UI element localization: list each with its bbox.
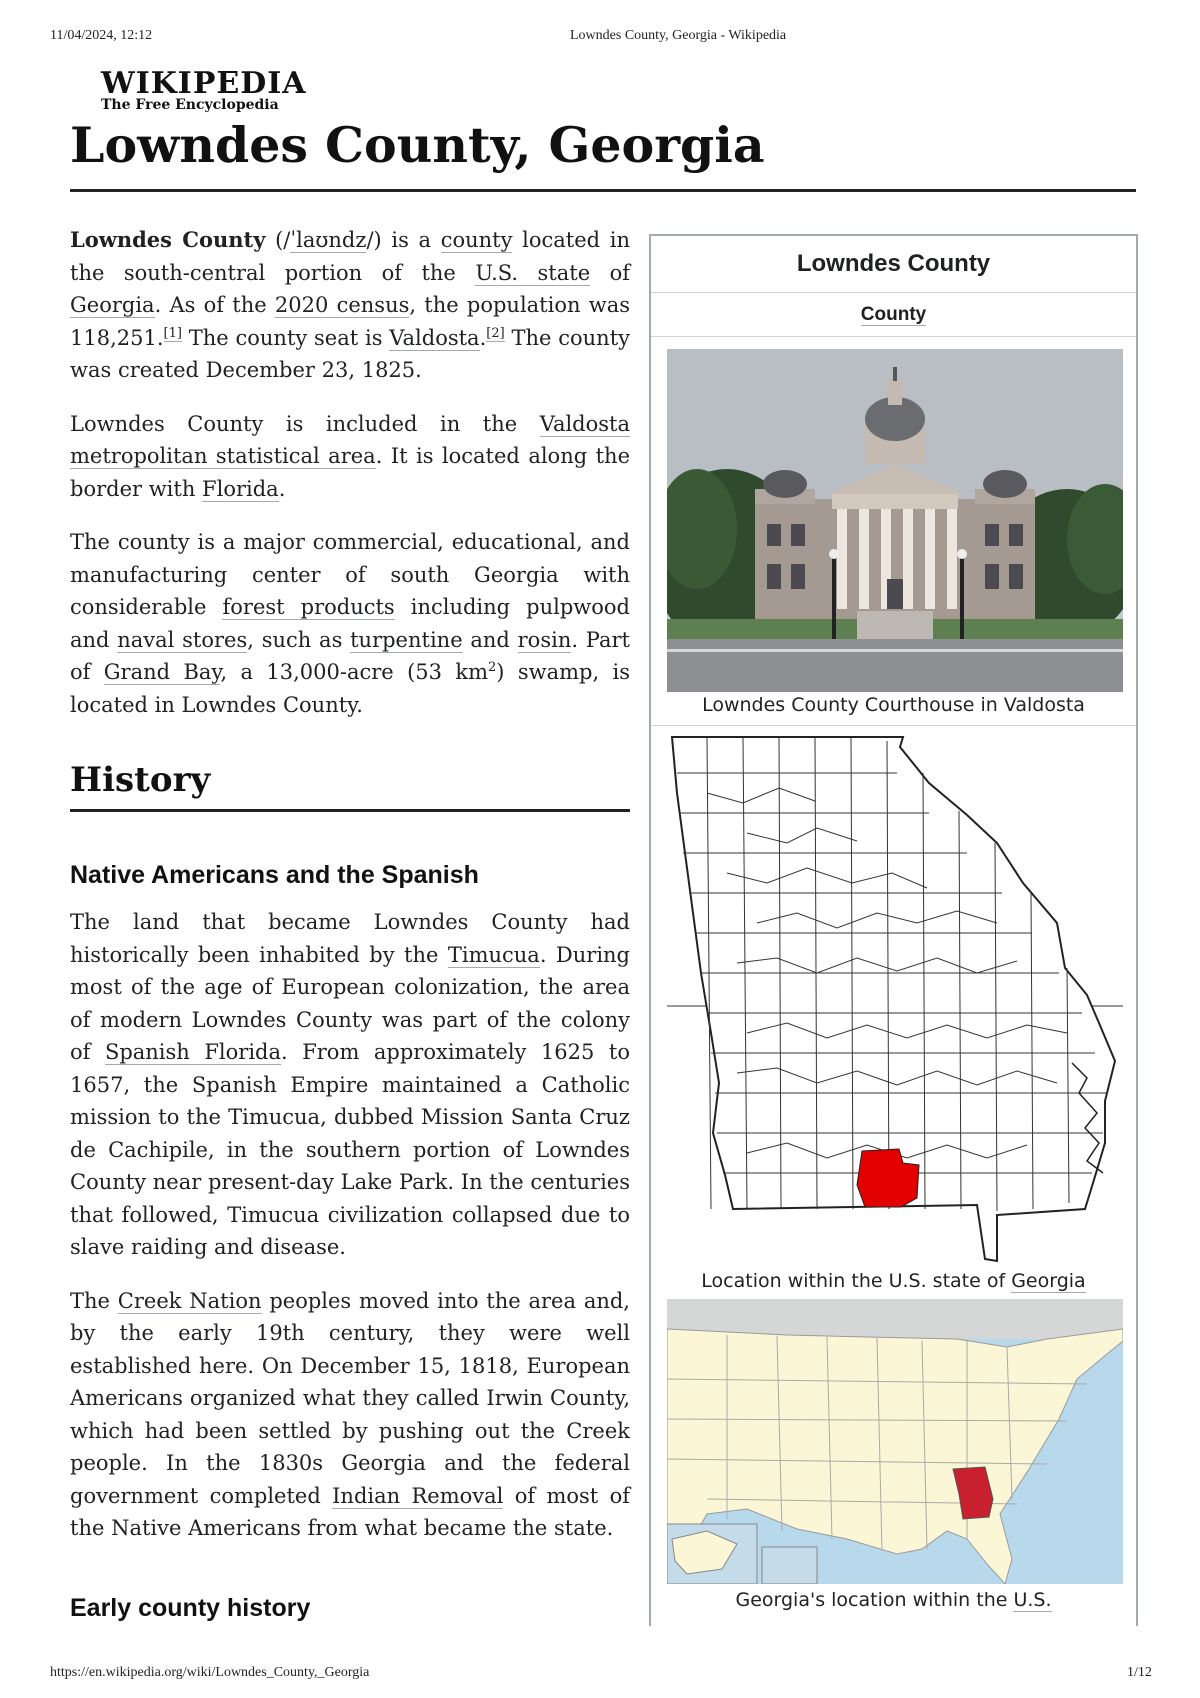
ipa-pronunciation-link[interactable]: ˈlaʊndz [290,228,367,252]
link-us-state[interactable]: U.S. state [475,260,591,285]
link-florida[interactable]: Florida [202,476,279,501]
us-locator-map[interactable] [667,1299,1123,1584]
link-grand-bay[interactable]: Grand Bay [103,660,221,684]
print-datetime: 11/04/2024, 12:12 [50,28,153,43]
link-valdosta[interactable]: Valdosta [389,325,480,350]
georgia-map-caption: Location within the U.S. state of Georgia [701,1270,1086,1292]
link-timucua[interactable]: Timucua [447,942,540,967]
history-heading: History [70,760,211,800]
link-spanish-florida[interactable]: Spanish Florida [104,1040,281,1064]
infobox-subtitle-link[interactable]: County [860,304,927,325]
link-naval-stores[interactable]: naval stores [117,627,248,652]
link-county[interactable]: county [440,228,513,252]
early-county-history-heading: Early county history [70,1594,311,1622]
native-paragraph-1: The land that became Lowndes County had historically been inhabited by the Timucua. During most of the age of European colonization, the area of modern Lowndes County was part of the colony of Spanish Florida. From approximately 1625 to 1657, the Spanish Empire maintained a Catholic mission to the Timucua, dubbed Mission Santa Cruz de Cachipile, in the southern portion of Lowndes County near present-day Lake Park. In the centuries that followed, Timucua civilization collapsed due to slave raiding and disease. [70,910,630,1259]
reference-2[interactable]: [2] [486,325,505,341]
wikipedia-logo[interactable] [101,66,307,113]
link-valdosta-msa[interactable]: Valdosta metropolitan statistical area [70,411,630,468]
native-americans-heading: Native Americans and the Spanish [70,861,479,889]
intro-paragraph-2: Lowndes County is included in the Valdosta metropolitan statistical area. It is located along the border with Florida. [70,411,630,501]
caption-link-us[interactable]: U.S. [1013,1589,1052,1611]
native-section [70,906,630,1545]
link-indian-removal[interactable]: Indian Removal [332,1483,504,1508]
us-map-caption: Georgia's location within the U.S. [735,1589,1052,1611]
history-divider [70,809,630,812]
print-page-number: 1/12 [1127,1665,1152,1680]
title-divider [70,189,1136,192]
georgia-locator-map[interactable] [667,733,1123,1263]
wikipedia-wordmark: WIKIPEDIA [101,66,307,101]
page-title: Lowndes County, Georgia [70,116,765,174]
infobox-subtitle [651,292,1136,337]
print-url: https://en.wikipedia.org/wiki/Lowndes_County,_Georgia [50,1665,370,1680]
link-rosin[interactable]: rosin [517,627,572,652]
link-turpentine[interactable]: turpentine [350,627,463,652]
infobox-title: Lowndes County [796,250,991,277]
courthouse-photo[interactable] [667,349,1123,692]
infobox [649,234,1138,1626]
link-georgia[interactable]: Georgia [70,293,155,317]
intro-paragraph-3: The county is a major commercial, educational, and manufacturing center of south Georgia with considerable forest products including pulpwood and naval stores, such as turpentine and rosin. Part of Grand Bay, a 13,000-acre (53 $km^2$) swamp, is located in Lowndes County. [70,530,630,717]
print-page-title: Lowndes County, Georgia - Wikipedia [570,28,787,43]
caption-link-georgia[interactable]: Georgia [1011,1270,1086,1292]
link-2020-census[interactable]: 2020 census [274,293,410,317]
wikipedia-tagline: The Free Encyclopedia [101,97,279,113]
bold-county-name: Lowndes County [70,227,266,252]
intro-section [70,224,630,721]
intro-paragraph-1: Lowndes County (/ˈlaʊndz/) is a county located in the south-central portion of the U.S. state of Georgia. As of the 2020 census, the population was 118,251.[1] The county seat is Valdosta.[2] The county was created December 23, 1825. [70,227,630,382]
reference-1[interactable]: [1] [163,325,182,341]
link-creek-nation[interactable]: Creek Nation [117,1288,262,1313]
courthouse-photo-caption: Lowndes County Courthouse in Valdosta [702,694,1085,716]
link-forest-products[interactable]: forest products [222,595,395,619]
native-paragraph-2: The Creek Nation peoples moved into the area and, by the early 19th century, they were well established here. On December 15, 1818, European Americans organized what they called Irwin County, which had been settled by pushing out the Creek people. In the 1830s Georgia and the federal government completed Indian Removal of most of the Native Americans from what became the state. [70,1288,630,1540]
